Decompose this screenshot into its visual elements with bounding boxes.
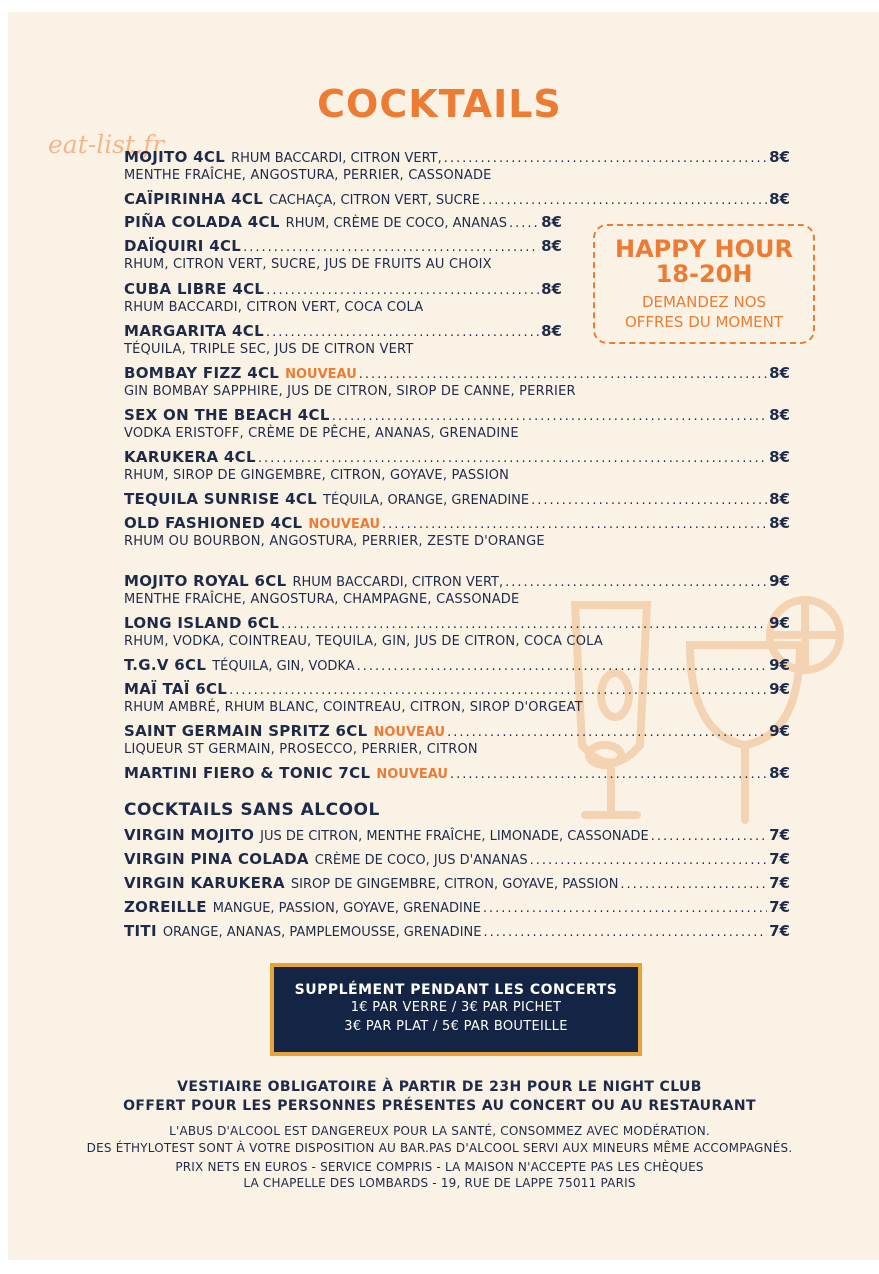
cocktail-ingredients: GIN BOMBAY SAPPHIRE, JUS DE CITRON, SIROP DE CANNE, PERRIER (124, 384, 576, 399)
cocktail-ingredients: MENTHE FRAÎCHE, ANGOSTURA, CHAMPAGNE, CASSONADE (124, 592, 520, 607)
watermark: eat-list.fr (48, 130, 165, 159)
happy-hour-line2: OFFRES DU MOMENT (624, 313, 784, 331)
dot-leader (266, 324, 539, 342)
cocktail-desc: TÉQUILA, GIN, VODKA (212, 659, 355, 674)
cocktail-desc: RHUM BACCARDI, CITRON VERT, (292, 575, 504, 590)
cocktail-ingredients: RHUM AMBRÉ, RHUM BLANC, COINTREAU, CITRON, SIROP D'ORGEAT (124, 700, 583, 715)
dot-leader (332, 408, 767, 426)
cocktail-name: MAÏ TAÏ 6CL (124, 680, 228, 698)
dot-leader (258, 450, 767, 468)
cocktail-name: DAÏQUIRI 4CL (124, 237, 242, 255)
dot-leader (505, 574, 767, 592)
nouveau-badge: NOUVEAU (373, 725, 446, 740)
cocktail-ingredients: RHUM OU BOURBON, ANGOSTURA, PERRIER, ZESTE D'ORANGE (124, 534, 545, 549)
cocktail-price: 7€ (769, 922, 790, 940)
dot-leader (450, 766, 767, 784)
happy-hour-hours: 18-20H (655, 260, 753, 288)
cocktail-name: VIRGIN KARUKERA (124, 874, 285, 892)
cocktail-desc: RHUM BACCARDI, CITRON VERT, (231, 151, 442, 166)
supplement-title: SUPPLÉMENT PENDANT LES CONCERTS (294, 982, 618, 998)
cocktail-name: MARTINI FIERO & TONIC 7CL (124, 764, 371, 782)
footer-vestiaire-1: VESTIAIRE OBLIGATOIRE À PARTIR DE 23H POUR LE NIGHT CLUB (177, 1079, 702, 1095)
cocktail-desc: CACHAÇA, CITRON VERT, SUCRE (269, 193, 481, 208)
dot-leader (531, 492, 767, 510)
cocktail-price: 7€ (769, 898, 790, 916)
dot-leader (382, 516, 767, 534)
cocktail-price: 9€ (769, 572, 790, 590)
cocktail-desc: JUS DE CITRON, MENTHE FRAÎCHE, LIMONADE, CASSONADE (260, 829, 649, 844)
dot-leader (243, 239, 539, 257)
cocktail-name: VIRGIN PINA COLADA (124, 850, 309, 868)
cocktail-row (124, 190, 790, 212)
sans-alcool-row (124, 874, 790, 896)
cocktail-name: VIRGIN MOJITO (124, 826, 255, 844)
sans-alcool-row (124, 826, 790, 848)
cocktail-price: 9€ (769, 656, 790, 674)
cocktail-desc: MANGUE, PASSION, GOYAVE, GRENADINE (212, 901, 481, 916)
cocktail-row (124, 490, 790, 512)
cocktail-name: SAINT GERMAIN SPRITZ 6CL (124, 722, 368, 740)
cocktail-name: CUBA LIBRE 4CL (124, 280, 265, 298)
dot-leader (483, 924, 767, 942)
cocktail-name: OLD FASHIONED 4CL (124, 514, 303, 532)
cocktail-price: 8€ (769, 514, 790, 532)
supplement-line2: 3€ PAR PLAT / 5€ PAR BOUTEILLE (344, 1019, 568, 1034)
dot-leader (281, 616, 767, 634)
happy-hour-title: HAPPY HOUR (614, 235, 794, 263)
cocktail-price: 8€ (769, 364, 790, 382)
footer-abus-2: DES ÉTHYLOTEST SONT À VOTRE DISPOSITION AU BAR.PAS D'ALCOOL SERVI AUX MINEURS MÊME ACCOMPAGNÉS. (86, 1141, 793, 1155)
dot-leader (444, 150, 767, 168)
cocktail-row (124, 764, 790, 786)
sans-alcool-row (124, 898, 790, 920)
happy-hour-box (593, 224, 815, 344)
dot-leader (482, 192, 767, 210)
cocktail-price: 8€ (541, 280, 562, 298)
cocktail-name: T.G.V 6CL (124, 656, 207, 674)
cocktail-price: 9€ (769, 614, 790, 632)
cocktail-price: 8€ (769, 490, 790, 508)
cocktail-name: MOJITO ROYAL 6CL (124, 572, 287, 590)
dot-leader (447, 724, 767, 742)
cocktail-price: 9€ (769, 680, 790, 698)
cocktail-ingredients: RHUM, VODKA, COINTREAU, TEQUILA, GIN, JUS DE CITRON, COCA COLA (124, 634, 603, 649)
nouveau-badge: NOUVEAU (285, 367, 357, 382)
cocktail-name: MOJITO 4CL (124, 148, 226, 166)
cocktail-name: LONG ISLAND 6CL (124, 614, 280, 632)
dot-leader (229, 682, 767, 700)
dot-leader (483, 900, 767, 918)
supplement-line1: 1€ PAR VERRE / 3€ PAR PICHET (350, 1000, 562, 1015)
cocktail-ingredients: LIQUEUR ST GERMAIN, PROSECCO, PERRIER, CITRON (124, 742, 478, 757)
cocktail-ingredients: RHUM BACCARDI, CITRON VERT, COCA COLA (124, 300, 424, 315)
cocktail-desc: RHUM, CRÈME DE COCO, ANANAS (285, 216, 507, 231)
cocktail-name: MARGARITA 4CL (124, 322, 264, 340)
cocktail-price: 8€ (769, 764, 790, 782)
cocktail-name: BOMBAY FIZZ 4CL (124, 364, 280, 382)
dot-leader (509, 215, 539, 233)
cocktail-name: PIÑA COLADA 4CL (124, 213, 280, 231)
cocktail-row (124, 656, 790, 678)
dot-leader (266, 282, 539, 300)
cocktail-ingredients: MENTHE FRAÎCHE, ANGOSTURA, PERRIER, CASSONADE (124, 168, 492, 183)
cocktail-price: 8€ (769, 190, 790, 208)
dot-leader (620, 876, 767, 894)
sans-alcool-row (124, 850, 790, 872)
cocktail-price: 7€ (769, 874, 790, 892)
nouveau-badge: NOUVEAU (308, 517, 381, 532)
cocktail-name: TITI (124, 922, 157, 940)
cocktail-ingredients: TÉQUILA, TRIPLE SEC, JUS DE CITRON VERT (124, 342, 414, 357)
footer-prix: PRIX NETS EN EUROS - SERVICE COMPRIS - LA MAISON N'ACCEPTE PAS LES CHÈQUES (175, 1160, 704, 1174)
footer-adresse: LA CHAPELLE DES LOMBARDS - 19, RUE DE LAPPE 75011 PARIS (243, 1176, 636, 1190)
cocktail-ingredients: VODKA ERISTOFF, CRÈME DE PÊCHE, ANANAS, GRENADINE (124, 426, 519, 441)
footer-vestiaire-2: OFFERT POUR LES PERSONNES PRÉSENTES AU CONCERT OU AU RESTAURANT (123, 1098, 756, 1114)
cocktail-desc: CRÈME DE COCO, JUS D'ANANAS (314, 853, 528, 868)
dot-leader (359, 366, 767, 384)
cocktail-price: 8€ (769, 406, 790, 424)
dot-leader (357, 658, 767, 676)
cocktail-name: CAÏPIRINHA 4CL (124, 190, 264, 208)
dot-leader (530, 852, 768, 870)
page-title: COCKTAILS (317, 82, 562, 126)
happy-hour-line1: DEMANDEZ NOS (641, 293, 767, 311)
cocktail-price: 7€ (769, 850, 790, 868)
cocktail-name: KARUKERA 4CL (124, 448, 256, 466)
sans-alcool-row (124, 922, 790, 944)
cocktail-price: 8€ (769, 448, 790, 466)
cocktail-desc: ORANGE, ANANAS, PAMPLEMOUSSE, GRENADINE (162, 925, 482, 940)
section-title-sans-alcool: COCKTAILS SANS ALCOOL (124, 800, 380, 820)
supplement-box (270, 963, 642, 1056)
cocktail-price: 9€ (769, 722, 790, 740)
cocktail-row (124, 213, 562, 235)
cocktail-price: 7€ (769, 826, 790, 844)
footer-abus-1: L'ABUS D'ALCOOL EST DANGEREUX POUR LA SANTÉ, CONSOMMEZ AVEC MODÉRATION. (169, 1124, 710, 1138)
cocktail-ingredients: RHUM, CITRON VERT, SUCRE, JUS DE FRUITS AU CHOIX (124, 257, 492, 272)
cocktail-name: SEX ON THE BEACH 4CL (124, 406, 330, 424)
cocktail-desc: SIROP DE GINGEMBRE, CITRON, GOYAVE, PASSION (290, 877, 619, 892)
cocktail-ingredients: RHUM, SIROP DE GINGEMBRE, CITRON, GOYAVE, PASSION (124, 468, 510, 483)
cocktail-desc: TÉQUILA, ORANGE, GRENADINE (323, 493, 530, 508)
cocktail-name: TEQUILA SUNRISE 4CL (124, 490, 318, 508)
cocktail-price: 8€ (769, 148, 790, 166)
cocktail-name: ZOREILLE (124, 898, 207, 916)
nouveau-badge: NOUVEAU (376, 767, 448, 782)
cocktail-price: 8€ (541, 237, 562, 255)
cocktail-price: 8€ (541, 213, 562, 231)
dot-leader (651, 828, 767, 846)
cocktail-price: 8€ (541, 322, 562, 340)
